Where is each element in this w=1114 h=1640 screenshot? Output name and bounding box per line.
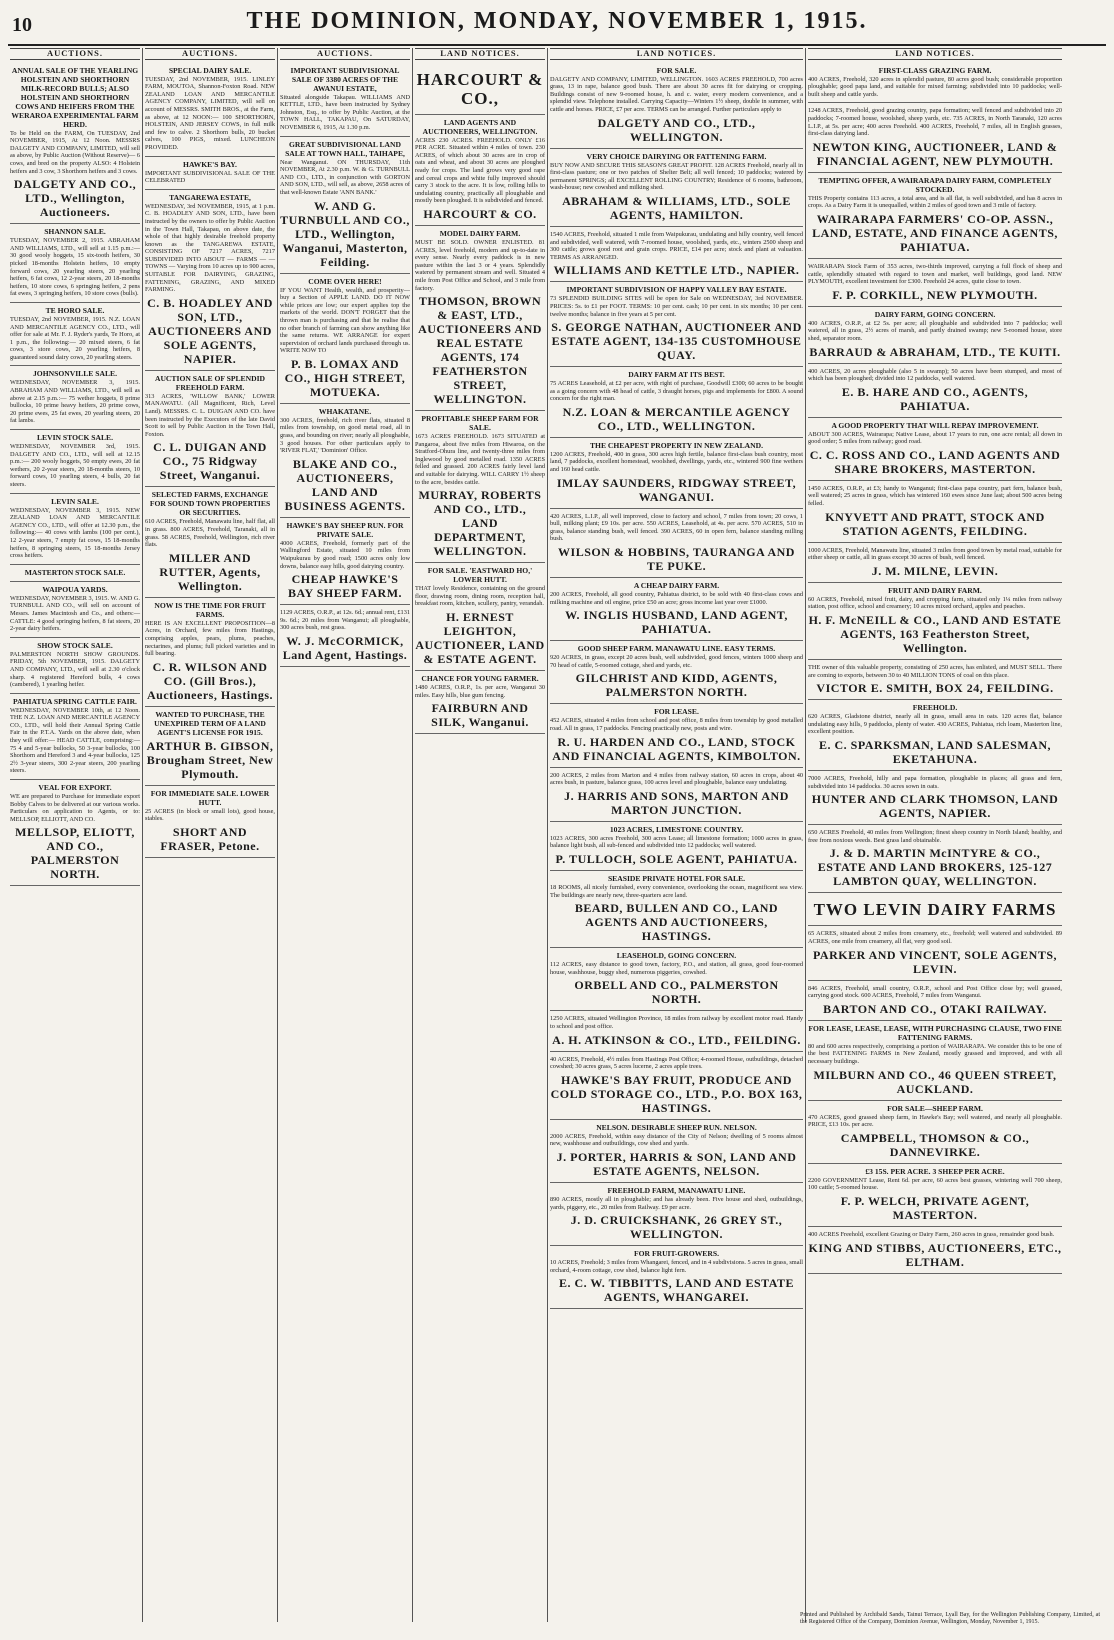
ad-agent-name: HUNTER AND CLARK THOMSON, LAND AGENTS, NAPIER. (811, 792, 1059, 821)
newspaper-columns (8, 48, 1106, 1622)
ad-body: 200 ACRES, Freehold, all good country, Pahiatua district, to be sold with 40 first-class cows and milking machine and oil engine, price £50 an acre; gross income last year over £1000. (550, 591, 803, 606)
column-6 (806, 48, 1064, 1622)
ad-body: 400 ACRES Freehold, excellent Grazing or Dairy Farm, 260 acres in grass, remainder good bush. (808, 1230, 1055, 1238)
ad-agent-name: R. U. HARDEN AND CO., LAND, STOCK AND FINANCIAL AGENTS, KIMBOLTON. (552, 734, 801, 763)
ad-heading: FOR SALE. (656, 65, 697, 75)
ad-agent-name: J. & D. MARTIN McINTYRE & CO., ESTATE AND LAND BROKERS, 125-127 LAMBTON QUAY, WELLINGTON. (817, 846, 1053, 889)
ad-agent-name: NEWTON KING, AUCTIONEER, LAND & FINANCIAL AGENT, NEW PLYMOUTH. (812, 139, 1058, 168)
ad-agent-name: W. INGLIS HUSBAND, LAND AGENT, PAHIATUA. (565, 608, 788, 637)
ad-body: 1200 ACRES, Freehold, 400 in grass, 300 acres high fertile, balance first-class bush country, most land, 7 paddocks, excellent homestead, woolshed, dwellings, yards, etc., wintered 900 fine wethers and 160 head cattle. (550, 450, 803, 474)
advertisement (808, 481, 1062, 543)
ad-body: WEDNESDAY, NOVEMBER 3, 1915. ABRAHAM AND WILLIAMS, LTD., will sell as above at 2.15 p.m.:— 75 wether hoggets, 8 prime bullocks, 10 prime heavy heifers, 20 prime cows, 20 prime ewes, 25 fat ewes, 20 yearling steers, 20 fat lambs. (10, 379, 140, 425)
ad-agent-name: TWO LEVIN DAIRY FARMS (813, 900, 1057, 920)
advertisement (10, 430, 140, 494)
ad-heading: GREAT SUBDIVISIONAL LAND SALE AT TOWN HALL, TAIHAPE, (285, 139, 405, 158)
ad-agent-name: J. D. CRUICKSHANK, 26 GREY ST., WELLINGTON. (570, 1213, 783, 1242)
advertisement (550, 1183, 803, 1246)
ad-body: HERE IS AN EXCELLENT PROPOSITION—8 Acres, in Orchard, few miles from Hastings, comprising apples, pears, plums, peaches, nectarines, and plums; full picked varieties and in full bearing. (145, 619, 275, 658)
advertisement (280, 274, 410, 404)
ad-agent-name: HARCOURT & CO., (416, 69, 544, 108)
ad-heading: LAND AGENTS AND AUCTIONEERS, WELLINGTON. (422, 117, 538, 136)
advertisement (550, 1011, 803, 1051)
ad-body: ACRES 230 ACRES. FREEHOLD. ONLY £16 PER ACRE. Situated within 4 miles of town. 230 ACRES, of which about 30 acres are in crop of oats and wheat, and about 30 acres are ploughed ready for crops. The land grows very good rape and cereal crops and white fully improved should carry 3 stock to the acre. It is low, rolling hills to undulating country, practically all ploughable and mostly been ploughed. It is subdivided and fenced. (415, 136, 545, 205)
ad-heading: FREEHOLD FARM, MANAWATU LINE. (607, 1185, 746, 1195)
ad-heading: TE HORO SALE. (45, 305, 105, 315)
ad-body: 1480 ACRES, O.R.P., 1s. per acre, Wanganui 30 miles. Easy hills, blue gum fencing. (415, 684, 545, 699)
ad-body: IF YOU WANT Health, wealth, and prosperity—buy a Section of APPLE LAND. DO IT NOW while prices are low; our expert applies top the markets of the world. DON'T FORGET that the thrown man is purchasing and that he realise that no other branch of farming can show anything like the same returns. WE ARRANGE for expert supervision of orchard lands purchased through us. WRITE NOW TO (280, 286, 410, 355)
ad-body: Near Wanganui. ON THURSDAY, 11th NOVEMBER, At 2.30 p.m. W. & G. TURNBULL AND CO., LTD., in conjunction with GORTON AND SON, LTD., will sell, as above, 2658 acres of that well-known Estate 'ANN BANK.' (280, 158, 410, 196)
ad-agent-name: BARRAUD & ABRAHAM, LTD., TE KUITI. (809, 344, 1061, 359)
ad-agent-name: WILSON & HOBBINS, TAURANGA AND TE PUKE. (558, 545, 795, 574)
ad-agent-name: ABRAHAM & WILLIAMS, LTD., SOLE AGENTS, HAMILTON. (562, 193, 791, 222)
ad-body: 920 ACRES, in grass, except 20 acres bush, well subdivided, good fences, winters 1000 sheep and 70 head of cattle, 5-roomed cottage, shed and yards, etc. (550, 654, 803, 669)
ad-body: ABOUT 300 ACRES, Wairarapa; Native Lease, about 17 years to run, one acre rental; all down in good order; 5 miles from railway; good road. (808, 430, 1062, 446)
ad-heading: SEASIDE PRIVATE HOTEL FOR SALE. (607, 873, 746, 883)
advertisement (415, 563, 545, 671)
ad-heading: AUCTION SALE OF SPLENDID FREEHOLD FARM. (154, 373, 266, 392)
ad-agent-name: CHEAP HAWKE'S BAY SHEEP FARM. (287, 572, 403, 601)
ad-agent-name: DALGETY AND CO., LTD., WELLINGTON. (597, 115, 756, 144)
ad-heading: LEASEHOLD, GOING CONCERN. (616, 951, 737, 961)
ad-agent-name: J. M. MILNE, LEVIN. (871, 563, 999, 578)
ad-body: TUESDAY, 2nd NOVEMBER, 1915. N.Z. LOAN AND MERCANTILE AGENCY CO., LTD., will offer for sale at Mr. F. J. Ryder's yards, Te Horo, at 1 p.m., the following:— 20 mixed steers, 6 fat cows, 3 store cows, 20 yearling heifers, 8 guaranteed sound dairy cows, 20 yearling steers. (10, 315, 140, 361)
ad-heading: VERY CHOICE DAIRYING OR FATTENING FARM. (586, 151, 767, 161)
ad-agent-name: CAMPBELL, THOMSON & CO., DANNEVIRKE. (840, 1130, 1030, 1159)
ad-body: 1673 ACRES FREEHOLD. 1673 SITUATED at Pangaroa, about five miles from Hiwaroa, on the Stratford-Ohura line, and twenty-three miles from Inglewood by good metalled road. 1350 ACRES felled and grassed. 200 ACRES fairly level land and suitable for dairying. WILL CARRY 1½ sheep to the acre, besides cattle. (415, 433, 545, 486)
ad-agent-name: ARTHUR B. GIBSON, Brougham Street, New Plymouth. (146, 738, 274, 781)
ad-body: 400 ACRES, 20 acres ploughable (also 5 in swamp); 50 acres have been stumped, and most of which has been ploughed; divided into 12 paddocks, well watered. (808, 367, 1062, 383)
advertisement (808, 700, 1062, 771)
ad-heading: SPECIAL DAIRY SALE. (168, 65, 252, 75)
ad-body: 890 ACRES, mostly all in ploughable; and has already been. Five house and shed, outbuildings, yards, piggery, etc., 20 miles from Railway. £9 per acre. (550, 1195, 803, 1211)
column-5 (548, 48, 806, 1622)
ad-body: 846 ACRES, Freehold, small country, O.R.P., school and Post Office close by; well grassed, carrying good stock. 600 ACRES, Freehold, 7 miles from Wanganui. (808, 984, 1062, 1000)
advertisement (808, 173, 1062, 259)
advertisement (808, 660, 1062, 700)
ad-heading: WHAKATANE. (318, 406, 372, 416)
ad-heading: GOOD SHEEP FARM. MANAWATU LINE. EASY TERMS. (577, 644, 776, 654)
advertisement (550, 641, 803, 704)
ad-body: 1129 ACRES, O.R.P., at 12s. 6d.; annual rent, £131 9s. 6d.; 20 miles from Wanganui; all ploughable, 300 acres bush, rest grass. (280, 609, 410, 632)
advertisement (550, 63, 803, 149)
advertisement (145, 371, 275, 488)
advertisement (808, 981, 1062, 1021)
advertisement (808, 307, 1062, 364)
ad-heading: DAIRY FARM, GOING CONCERN. (874, 309, 996, 319)
ad-heading: SELECTED FARMS, EXCHANGE FOR SOUND TOWN PROPERTIES OR SECURITIES. (149, 490, 271, 518)
ad-body: WAIRARAPA Stock Farm of 353 acres, two-thirds improved, carrying a full flock of sheep and cattle, splendidly situated with regard to town and market, well buildings, good land. NEW PLYMOUTH, excellent investment for £300. Freehold 24 acres, quite close to town. (808, 262, 1062, 286)
ad-body: 1000 ACRES, Freehold, Manawatu line, situated 3 miles from good town by metal road, suitable for either sheep or cattle, all in grass except 30 acres of bush, well fenced. (808, 546, 1062, 562)
advertisement (10, 780, 140, 886)
ad-body: 25 ACRES (in block or small lots), good house, stables. (145, 807, 275, 823)
ad-body: 1540 ACRES, Freehold, situated 1 mile from Waipukurau, undulating and hilly country, well fenced and subdivided, well watered, with 7-roomed house, woolshed, yards, etc., winters 2500 sheep and 300 cattle; grows good root and grain crops. PRICE, £14 per acre; stock and plant at valuation. TERMS AS ARRANGED. (550, 230, 803, 261)
ad-body: 470 ACRES, good grassed sheep farm, in Hawke's Bay; well watered, and nearly all ploughable. PRICE, £13 10s. per acre. (808, 1113, 1062, 1129)
ad-agent-name: PARKER AND VINCENT, SOLE AGENTS, LEVIN. (812, 947, 1058, 976)
advertisement (808, 259, 1062, 307)
ad-agent-name: SHORT AND FRASER, Petone. (160, 824, 260, 853)
ad-agent-name: MELLSOP, ELIOTT, AND CO., PALMERSTON NORTH. (15, 825, 135, 882)
advertisement (145, 63, 275, 157)
advertisement (808, 893, 1062, 926)
advertisement (550, 438, 803, 509)
advertisement (10, 63, 140, 225)
ad-agent-name: N.Z. LOAN & MERCANTILE AGENCY CO., LTD., WELLINGTON. (562, 404, 791, 433)
ad-agent-name: KNYVETT AND PRATT, STOCK AND STATION AGENTS, FEILDING. (825, 509, 1045, 538)
advertisement (550, 948, 803, 1011)
ad-agent-name: IMLAY SAUNDERS, RIDGWAY STREET, WANGANUI. (556, 475, 797, 504)
advertisement (808, 771, 1062, 825)
ad-heading: A GOOD PROPERTY THAT WILL REPAY IMPROVEMENT. (831, 420, 1039, 430)
advertisement (280, 404, 410, 518)
ad-agent-name: GILCHRIST AND KIDD, AGENTS, PALMERSTON NORTH. (575, 671, 778, 700)
ad-body: 420 ACRES, L.I.P., all well improved, close to factory and school, 7 miles from town; 20 cows, 1 bull, milking plant; £9 10s. per acre. 550 ACRES, Leasehold, at 4s. per acre. 570 ACRES, 510 in grass, balance standing bush, well fenced. 390 ACRES, 60 in open fern, balance standing milling bush. (550, 512, 803, 543)
ad-agent-name: F. P. WELCH, PRIVATE AGENT, MASTERTON. (840, 1193, 1030, 1222)
ad-heading: FOR IMMEDIATE SALE. LOWER HUTT. (150, 788, 270, 807)
ad-heading: SHOW STOCK SALE. (37, 640, 113, 650)
ad-body: 1023 ACRES, 300 acres Freehold, 300 acres Lease; all limestone formation; 1000 acres in grass, balance light bush, all sub-fenced and subdivided into 12 paddocks; well watered. (550, 834, 803, 850)
ad-heading: LEVIN SALE. (51, 496, 99, 506)
advertisement (550, 768, 803, 822)
ad-heading: MODEL DAIRY FARM. (439, 228, 521, 238)
ad-agent-name: A. H. ATKINSON & CO., LTD., FEILDING. (552, 1032, 801, 1047)
newspaper-title: THE DOMINION, MONDAY, NOVEMBER 1, 1915. (246, 8, 868, 34)
ad-heading: FOR LEASE, LEASE, LEASE, WITH PURCHASING CLAUSE, TWO FINE FATTENING FARMS. (808, 1023, 1062, 1042)
ad-heading: PROFITABLE SHEEP FARM FOR SALE. (421, 414, 539, 433)
advertisement (808, 364, 1062, 418)
ad-agent-name: E. C. W. TIBBITTS, LAND AND ESTATE AGENTS, WHANGAREI. (558, 1276, 795, 1305)
ad-body: 452 ACRES, situated 4 miles from school and post office, 8 miles from township by good metalled road. All in grass, 17 paddocks. Fencing practically new, posts and wire. (550, 717, 803, 732)
advertisement (145, 786, 275, 858)
ad-body: TUESDAY, 2nd NOVEMBER, 1915. LINLEY FARM, MOUTOA, Shannon-Foxton Road. NEW ZEALAND LOAN AND MERCANTILE AGENCY COMPANY, LIMITED, will sell on account of MESSRS. SMITH BROS., at the Farm, as above, at 12 NOON:— 100 SHORTHORN, HOLSTEIN, AND JERSEY COWS, in full milk and few to calve. 2 Shorthorn bulls, 20 bucket calves, 100 PIGS, mixed. LUNCHEON PROVIDED. (145, 75, 275, 151)
ad-heading: £3 15S. PER ACRE. 3 SHEEP PER ACRE. (865, 1166, 1005, 1176)
publisher-imprint: Printed and Published by Archibald Sands, Tainui Terrace, Lyall Bay, for the Wellington Publishing Company, Limited, at the Registered Office of the Company, Dominion Avenue, Wellington, Monday, November 1, 1915. (800, 1612, 1100, 1625)
ad-heading: TEMPTING OFFER, A WAIRARAPA DAIRY FARM, COMPLETELY STOCKED. (818, 175, 1052, 194)
ad-body: To be Held on the FARM, On TUESDAY, 2nd NOVEMBER, 1915, At 12 Noon. MESSRS DALGETY AND COMPANY, LIMITED, will sell as above, by Public Auction (Without Reserve)— 6 cows, and bred on the property ALSO: 4 Holstein heifers and 3 cow, 3 Shorthorn heifers and 3 cows. (10, 129, 140, 175)
ad-body: IMPORTANT SUBDIVISIONAL SALE OF THE CELEBRATED (145, 169, 275, 185)
ad-heading: HAWKE'S BAY SHEEP RUN. FOR PRIVATE SALE. (286, 520, 404, 539)
ad-agent-name: C. C. ROSS AND CO., LAND AGENTS AND SHARE BROKERS, MASTERTON. (809, 447, 1061, 476)
ad-heading: HAWKE'S BAY. (183, 159, 237, 169)
ad-agent-name: C. L. DUIGAN AND CO., 75 Ridgway Street, Wanganui. (153, 440, 267, 483)
ad-heading: JOHNSONVILLE SALE. (33, 369, 117, 379)
ad-heading: 1023 ACRES, LIMESTONE COUNTRY. (609, 824, 744, 834)
advertisement (10, 694, 140, 780)
ad-heading: VEAL FOR EXPORT. (38, 783, 112, 793)
advertisement (808, 1227, 1062, 1274)
advertisement (808, 418, 1062, 481)
ad-body: 300 ACRES, freehold, rich river flats, situated 8 miles from township, on good metal road, all in grass, and bounding on river; nearly all ploughable, 3 good houses. For other particulars apply to 'RIVER FLAT,' 'Dominion' Office. (280, 416, 410, 455)
ad-body: 112 ACRES, easy distance to good town, factory, P.O., and station, all grass, good four-roomed house, washhouse, buggy shed, numerous piggeries, cowshed. (550, 961, 803, 976)
advertisement (145, 598, 275, 707)
ad-agent-name: E. C. SPARKSMAN, LAND SALESMAN, EKETAHUNA. (819, 738, 1051, 766)
ad-heading: IMPORTANT SUBDIVISION OF HAPPY VALLEY BAY ESTATE. (566, 285, 787, 295)
ad-body: THIS Property contains 113 acres, a total area, and is all flat, is well subdivided, and has 8 acres in crops. As a Dairy Farm it is unequalled, within 2 miles of good town and 3 mile of factory. (808, 194, 1062, 210)
advertisement (808, 1101, 1062, 1164)
ad-agent-name: ORBELL AND CO., PALMERSTON NORTH. (574, 978, 779, 1007)
ad-agent-name: C. B. HOADLEY AND SON, LTD., AUCTIONEERS AND SOLE AGENTS, NAPIER. (147, 295, 273, 366)
advertisement (550, 578, 803, 641)
ad-body: WEDNESDAY, NOVEMBER 3, 1915. W. AND G. TURNBULL AND CO., will sell on account of Messrs. James Macintosh and Co., and others:— CATTLE: 4 good springing heifers, 8 fat steers, 20 2-year dairy heifers. (10, 594, 140, 633)
ad-agent-name: J. PORTER, HARRIS & SON, LAND AND ESTATE AGENTS, NELSON. (556, 1149, 797, 1178)
advertisement (550, 871, 803, 948)
advertisement (808, 926, 1062, 980)
ad-body: 313 ACRES, 'WILLOW BANK,' LOWER MANAWATU. (All Magnificent, Rich, Level Land). MESSRS. C. L. DUIGAN AND CO. have been instructed by the Executors of the late David Scott to sell by Public Auction in the Town Hall, Foxton. (145, 392, 275, 438)
ad-agent-name: BARTON AND CO., OTAKI RAILWAY. (823, 1001, 1047, 1016)
ad-body: Situated alongside Takapau. WILLIAMS AND KETTLE, LTD., have been instructed by Sydney Johnston, Esq., to offer by Public Auction, at the TOWN HALL, TAKAPAU, On SATURDAY, NOVEMBER 6, 1915, At 1.30 p.m. (280, 93, 410, 131)
advertisement (280, 518, 410, 605)
ad-body: 400 ACRES, Freehold, 320 acres in splendid pasture, 80 acres good bush; considerable proportion ploughable; good papa land, and suitable for mixed farming; subdivided into 10 paddocks; well-built sheep and cattle yards. (808, 75, 1062, 98)
ad-agent-name: WAIRARAPA FARMERS' CO-OP. ASSN., LAND, ESTATE, AND FINANCE AGENTS, PAHIATUA. (812, 211, 1058, 254)
column-heading: AUCTIONS. (280, 48, 410, 60)
ad-agent-name: BLAKE AND CO., AUCTIONEERS, LAND AND BUSINESS AGENTS. (284, 456, 406, 513)
ad-body: 75 ACRES Leasehold, at £2 per acre, with right of purchase, Goodwill £300; 60 acres to be bought as a going concern with 48 head of cattle, 3 draught horses, pigs and implements for £800. A sound concern for the right man. (550, 380, 803, 403)
advertisement (10, 638, 140, 694)
ad-agent-name: H. ERNEST LEIGHTON, AUCTIONEER, LAND & ESTATE AGENT. (415, 610, 545, 667)
advertisement (415, 63, 545, 115)
ad-heading: WANTED TO PURCHASE, THE UNEXPIRED TERM OF A LAND AGENT'S LICENSE FOR 1915. (154, 709, 266, 737)
ad-body: 2000 ACRES, Freehold, within easy distance of the City of Nelson; dwelling of 5 rooms almost new, washhouse and outbuildings, cow shed and yards. (550, 1132, 803, 1148)
ad-heading: FOR LEASE. (654, 707, 699, 717)
ad-body: 80 and 600 acres respectively, comprising a portion of WAIRARAPA. We consider this to be one of the best FATTENING FARMS in New Zealand, mostly grassed and improved, and with all necessary buildings. (808, 1042, 1062, 1065)
ad-body: 73 SPLENDID BUILDING SITES will be open for Sale on WEDNESDAY, 3rd NOVEMBER. PRICES: 5s. to £1 per FOOT. TERMS: 10 per cent. cash; 10 per cent. in six months; 10 per cent. twelve months; balance in five years at 5 per cent. (550, 295, 803, 318)
ad-heading: NELSON. DESIRABLE SHEEP RUN. NELSON. (596, 1122, 757, 1132)
advertisement (808, 583, 1062, 660)
ad-body: THAT lovely Residence, containing on the ground floor, drawing room, dining room, reception hall, breakfast room, kitchen, scullery, pantry, verandah. (415, 585, 545, 608)
advertisement (550, 1246, 803, 1309)
ad-agent-name: E. B. HARE AND CO., AGENTS, PAHIATUA. (841, 384, 1029, 413)
ad-heading: CHANCE FOR YOUNG FARMER. (421, 674, 539, 684)
ad-agent-name: HARCOURT & CO. (423, 206, 537, 221)
ad-heading: FOR FRUIT-GROWERS. (634, 1249, 719, 1259)
column-2 (143, 48, 278, 1622)
ad-heading: LEVIN STOCK SALE. (36, 433, 114, 443)
advertisement (415, 411, 545, 563)
ad-body: WE are prepared to Purchase for immediate export Bobby Calves to be delivered at our various works. Particulars on application to Agents, or to: MELLSOP, ELLIOTT, AND CO. (10, 793, 140, 823)
ad-body: MUST BE SOLD. OWNER ENLISTED. 81 ACRES, level freehold, modern and up-to-date in every sense. Nearly every paddock is in new pasture within the last 3 or 4 years. Splendidly watered by permanent stream and well. Situated 4 mile from Post Office and School, and 3 mile from factory. (415, 238, 545, 292)
ad-heading: COME OVER HERE! (308, 276, 382, 286)
ad-body: 65 ACRES, situated about 2 miles from creamery, etc., freehold; well watered and subdivided. 89 ACRES, one mile from creamery, all flat, very good soil. (808, 930, 1062, 945)
advertisement (280, 137, 410, 274)
ad-heading: MASTERTON STOCK SALE. (24, 567, 126, 577)
column-3 (278, 48, 413, 1622)
ad-body: 1248 ACRES, Freehold, good grazing country, papa formation; well fenced and subdivided into 20 paddocks; 7-roomed house, woolshed, sheep yards, etc. 735 ACRES, in North Taranaki, 120 acres L.I.P., at 5s. per acre; 400 acres Freehold. 400 ACRES, Freehold, 7 miles, all in English grasses, first-class dairying land. (808, 107, 1062, 138)
ad-heading: ANNUAL SALE OF THE YEARLING HOLSTEIN AND SHORTHORN MILK-RECORD BULLS; ALSO HOLSTEIN AND SHORTHORN COWS AND HEIFERS FROM THE WERAROA EXPERIMENTAL FARM HERD. (11, 65, 139, 129)
ad-agent-name: W. AND G. TURNBULL AND CO., LTD., Wellington, Wanganui, Masterton, Feilding. (280, 198, 410, 269)
ad-agent-name: J. HARRIS AND SONS, MARTON AND MARTON JUNCTION. (564, 788, 789, 817)
advertisement (550, 509, 803, 578)
column-4 (413, 48, 548, 1622)
column-heading: LAND NOTICES. (550, 48, 803, 60)
ad-heading: PAHIATUA SPRING CATTLE FAIR. (13, 696, 137, 706)
advertisement (10, 494, 140, 565)
ad-body: 60 ACRES, Freehold, mixed fruit, dairy, and cropping farm, situated only 1¼ miles from railway station, post office, school and creamery; 10 acres mixed orchard, apples and peaches. (808, 595, 1062, 611)
ad-agent-name: BEARD, BULLEN AND CO., LAND AGENTS AND AUCTIONEERS, HASTINGS. (574, 901, 779, 944)
ad-agent-name: H. F. McNEILL & CO., LAND AND ESTATE AGENTS, 163 Featherston Street, Wellington. (808, 613, 1062, 656)
ad-body: 1450 ACRES, O.R.P., at £3; handy to Wanganui; first-class papa country, part fern, balance bush, well watered; 25 acres in grass, which has wintered 160 ewes since June last; about 500 acres being felled. (808, 484, 1062, 508)
ad-agent-name: S. GEORGE NATHAN, AUCTIONEER AND ESTATE AGENT, 134-135 CUSTOMHOUSE QUAY. (551, 320, 802, 363)
column-heading: AUCTIONS. (10, 48, 140, 60)
ad-body: BUY NOW AND SECURE THIS SEASON'S GREAT PROFIT. 128 ACRES Freehold, nearly all in first-class pasture; one or two patches of Shelter Belt; all well fenced; 10 paddocks; watered by permanent SPRINGS; all EXCELLENT ROLLING COUNTRY; Residence of 6 rooms, bathroom, wash-house; new cowshed and milking shed. (550, 161, 803, 192)
advertisement (415, 226, 545, 411)
advertisement (145, 487, 275, 597)
page-number: 10 (12, 14, 32, 36)
ad-heading: A CHEAP DAIRY FARM. (633, 581, 720, 591)
advertisement (280, 63, 410, 137)
ad-body: 400 ACRES, O.R.P., at £2 5s. per acre; all ploughable and subdivided into 7 paddocks; well watered, all in grass, 2½ acres of marsh, and partly drained swamp; new 5-roomed house, store shed, separator room. (808, 319, 1062, 342)
ad-agent-name: C. R. WILSON AND CO. (Gill Bros.), Auctioneers, Hastings. (147, 659, 273, 702)
advertisement (550, 1052, 803, 1120)
advertisement (10, 565, 140, 582)
ad-body: 2200 GOVERNMENT Lease, Rent 6d. per acre, 60 acres best grasses, wintering well 700 sheep, 100 cattle; 5-roomed house. (808, 1176, 1062, 1192)
ad-agent-name: WILLIAMS AND KETTLE LTD., NAPIER. (553, 263, 800, 278)
advertisement (808, 543, 1062, 583)
ad-agent-name: THOMSON, BROWN & EAST, LTD., AUCTIONEERS AND REAL ESTATE AGENTS, 174 FEATHERSTON STREET, WELLINGTON. (418, 294, 542, 407)
advertisement (808, 103, 1062, 172)
advertisement (280, 605, 410, 667)
ad-body: 1250 ACRES, situated Wellington Province, 18 miles from railway by excellent motor road. Handy to school and post office. (550, 1015, 803, 1030)
ad-body: WEDNESDAY, 3rd NOVEMBER, 1915, at 1 p.m. C. B. HOADLEY AND SON, LTD., have been instructed by the owners to offer by Public Auction in the Town Hall, Takapau, on above date, the whole of that highly desirable freehold property known as the TANGAREWA ESTATE, CONSISTING OF 7217 ACRES, 7217 SUBDIVIDED INTO ABOUT — FARMS — — TOWNS — Varying from 10 acres up to 900 acres, SUITABLE FOR DAIRYING, GRAZING, FATTENING, GRAZING, AND MIXED FARMING. (145, 202, 275, 294)
advertisement (550, 367, 803, 438)
advertisement (10, 224, 140, 303)
ad-agent-name: P. B. LOMAX AND CO., HIGH STREET, MOTUEKA. (284, 356, 406, 399)
advertisement (808, 1021, 1062, 1101)
advertisement (550, 282, 803, 367)
advertisement (10, 303, 140, 367)
ad-agent-name: KING AND STIBBS, AUCTIONEERS, ETC., ELTHAM. (808, 1240, 1062, 1269)
column-heading: AUCTIONS. (145, 48, 275, 60)
ad-body: WEDNESDAY, NOVEMBER 10th, at 12 Noon. THE N.Z. LOAN AND MERCANTILE AGENCY CO., LTD., will hold their Annual Spring Cattle Fair in the P.T.A. Yards on the above date, when they will offer:— HEAD CATTLE, comprising:— 75 4 and 5-year bullocks, 50 3-year bullocks, 100 Shorthorn and Hereford 3 and 4-year bullocks, 125 2½ 3-year steers, 300 2-year steers, 200 yearling steers. (10, 706, 140, 775)
advertisement (145, 157, 275, 190)
ad-body: 620 ACRES, Gladstone district, nearly all in grass, small area in oats. 120 acres flat, balance undulating easy hills, 9 paddocks, plenty of water. 430 ACRES, Pahiatua, rich loam, Masterton line, excellent position. (808, 713, 1062, 736)
advertisement (550, 822, 803, 871)
ad-agent-name: F. P. CORKILL, NEW PLYMOUTH. (832, 287, 1038, 302)
ad-body: DALGETY AND COMPANY, LIMITED, WELLINGTON. 1603 ACRES FREEHOLD, 700 acres grass, 13 in rape, balance good bush. There are about 30 acres fit for dairying or cropping. Buildings consist of new 9-roomed house, h. and c. water, every modern convenience, and a splendid view. Telephone installed. Carrying Capacity—Winters 1½ sheep, double in summer, with cattle and horses. PRICE, £7 per acre. TERMS can be arranged. Further particulars apply to (550, 75, 803, 113)
masthead (8, 4, 1106, 46)
advertisement (808, 825, 1062, 893)
ad-heading: FIRST-CLASS GRAZING FARM. (878, 65, 992, 75)
ad-heading: SHANNON SALE. (44, 227, 106, 237)
ad-agent-name: P. TULLOCH, SOLE AGENT, PAHIATUA. (555, 851, 798, 866)
advertisement (145, 707, 275, 786)
column-heading: LAND NOTICES. (415, 48, 545, 60)
advertisement (808, 1164, 1062, 1227)
ad-heading: FOR SALE. 'EASTWARD HO,' LOWER HUTT. (427, 566, 533, 585)
ad-body: 7000 ACRES, Freehold, hilly and papa formation, ploughable in places; all grass and fern, subdivided into 14 paddocks. 30 acres sown in oats. (808, 775, 1062, 790)
advertisement (415, 115, 545, 226)
advertisement (550, 149, 803, 227)
advertisement (145, 190, 275, 371)
ad-agent-name: MURRAY, ROBERTS AND CO., LTD., LAND DEPARTMENT, WELLINGTON. (418, 488, 542, 559)
advertisement (550, 1120, 803, 1183)
ad-agent-name: MILLER AND RUTTER, Agents, Wellington. (159, 550, 261, 593)
ad-heading: FOR SALE—SHEEP FARM. (887, 1103, 983, 1113)
advertisement (550, 704, 803, 767)
ad-body: THE owner of this valuable property, consisting of 250 acres, has enlisted, and MUST SELL. There are coming to exports, between 30 to 40 MILLION TONS of coal on this place. (808, 664, 1062, 679)
ad-agent-name: DALGETY AND CO., LTD., Wellington, Auctioneers. (13, 177, 137, 220)
ad-body: 10 ACRES, Freehold; 3 miles from Whangarei, fenced, and in 4 subdivisions. 5 acres in grass, small orchard, 4-room cottage, cow shed, balance light fern. (550, 1259, 803, 1274)
ad-body: 650 ACRES Freehold, 40 miles from Wellington; finest sheep country in North Island; healthy, and free from noxious weeds. Best grass land obtainable. (808, 829, 1062, 844)
ad-body: WEDNESDAY, NOVEMBER 3, 1915. NEW ZEALAND LOAN AND MERCANTILE AGENCY CO., LTD., will offer at 12.30 p.m., the following:— 40 cows with lambs (100 per cent.), 12 2-year steers, 7 empty fat cows, 15 18-months heifers, 8 springing steers, 15 18-months Jersey cross heifers. (10, 506, 140, 560)
ad-heading: TANGAREWA ESTATE, (169, 192, 251, 202)
ad-body: 610 ACRES, Freehold, Manawatu line, half flat, all in grass. 800 ACRES, Freehold, Taranaki, all in grass. 58 ACRES, Freehold, Wellington, rich river flats. (145, 518, 275, 549)
ad-body: WEDNESDAY, NOVEMBER 3rd, 1915. DALGETY AND CO., LTD., will sell at 12.15 p.m.:— 200 wooly hoggets, 50 empty ewes, 20 fat wethers, 20 2-year steers, 20 18-months steers, 10 forward cows, 10 yearling steers, 4 bulls, 20 fat steers. (10, 443, 140, 488)
advertisement (10, 582, 140, 638)
column-heading: LAND NOTICES. (808, 48, 1062, 60)
ad-heading: FRUIT AND DAIRY FARM. (888, 585, 982, 595)
ad-body: 40 ACRES, Freehold, 4½ miles from Hastings Post Office; 4-roomed House, outbuildings, detached cowshed; 30 acres grass, 5 acres lucerne, 2 acres apple trees. (550, 1055, 803, 1071)
ad-heading: NOW IS THE TIME FOR FRUIT FARMS. (154, 600, 266, 619)
ad-agent-name: VICTOR E. SMITH, BOX 24, FEILDING. (816, 681, 1054, 696)
ad-heading: FREEHOLD. (912, 703, 958, 713)
ad-body: 200 ACRES, 2 miles from Marton and 4 miles from railway station, 60 acres in crops, about 40 acres bush, in pasture, balance grass, 100 acres level and ploughable, balance easy undulating. (550, 771, 803, 787)
ad-heading: WAIPOUA YARDS. (42, 584, 108, 594)
advertisement (808, 63, 1062, 104)
ad-heading: IMPORTANT SUBDIVISIONAL SALE OF 3380 ACRES OF THE AWANUI ESTATE, (290, 65, 400, 93)
ad-body: PALMERSTON NORTH SHOW GROUNDS. FRIDAY, 5th NOVEMBER, 1915. DALGETY AND COMPANY, LTD., will sell at 2.30 o'clock sharp. 4 registered Hereford bulls, 4 cows (cambered), 1 yearling heifer. (10, 650, 140, 689)
ad-agent-name: W. J. McCORMICK, Land Agent, Hastings. (282, 634, 408, 662)
ad-body: 18 ROOMS, all nicely furnished, every convenience, overlooking the ocean, magnificent sea view. The buildings are nearly new, three-quarters acre land. (550, 883, 803, 899)
column-1 (8, 48, 143, 1622)
ad-heading: DAIRY FARM AT ITS BEST. (628, 370, 725, 380)
advertisement (10, 366, 140, 430)
advertisement (415, 671, 545, 734)
ad-agent-name: FAIRBURN AND SILK, Wanganui. (431, 701, 529, 730)
advertisement (550, 227, 803, 282)
ad-body: 4000 ACRES, Freehold, formerly part of the Wallingford Estate, situated 10 miles from Waipukurau by good road; 1500 acres only low downs, balance easy hills, good dairying country. (280, 539, 410, 570)
ad-agent-name: HAWKE'S BAY FRUIT, PRODUCE AND COLD STORAGE CO., LTD., P.O. BOX 163, HASTINGS. (550, 1072, 803, 1115)
ad-body: TUESDAY, NOVEMBER 2, 1915. ABRAHAM AND WILLIAMS, LTD., will sell at 1.15 p.m.:— 30 good wooly hoggets, 15 six-tooth heifers, 30 picked 18-months Holstein heifers, 10 empty forward cows, 20 yearling steers, 20 yearling heifers, 6 fat cows, 12 2-year steers, 20 18-months heifers, 10 store cows, 6 springing heifers, 2 pens fat ewes, 3 springing heifers, 10 store cows (bulls). (10, 237, 140, 298)
ad-heading: THE CHEAPEST PROPERTY IN NEW ZEALAND. (589, 440, 763, 450)
ad-agent-name: MILBURN AND CO., 46 QUEEN STREET, AUCKLAND. (813, 1067, 1057, 1096)
